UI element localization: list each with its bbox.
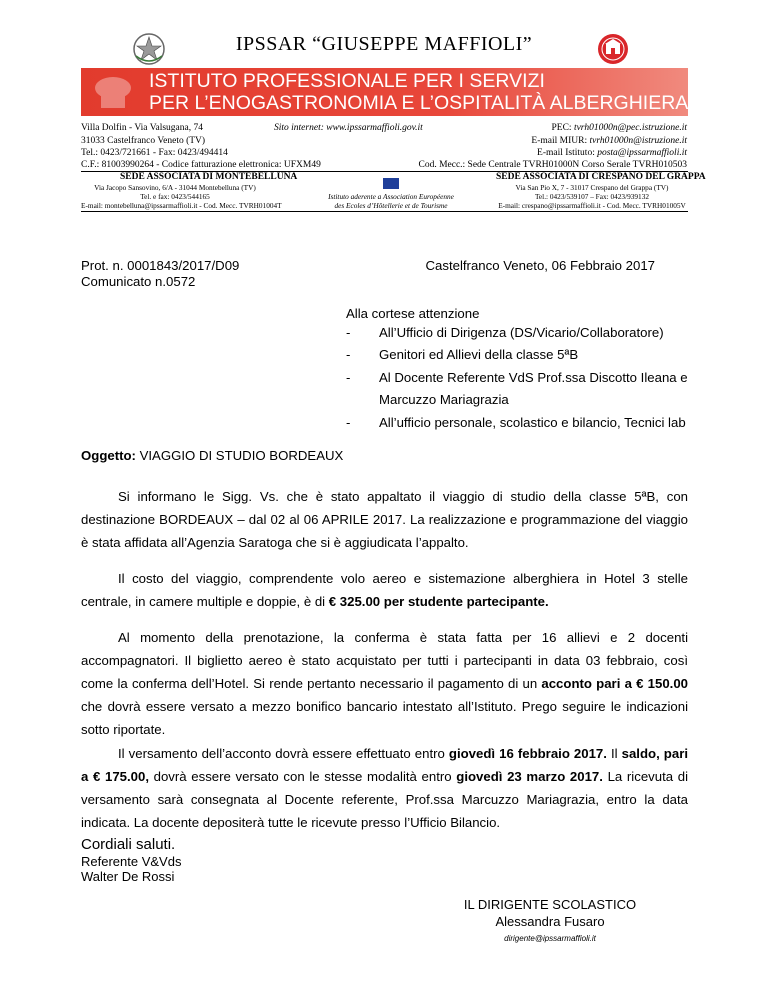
paragraph-1: Si informano le Sigg. Vs. che è stato appaltato il viaggio di studio della classe 5ªB, con destinazione BORDEAUX – dal 02 al 06 APRILE 2017. La realizzazione e programmazione del viaggio è stata affidata all’Agenzia Saratoga che si è aggiudicata l’appalto.	[81, 489, 688, 550]
address-line-1: Villa Dolfin - Via Valsugana, 74	[81, 123, 203, 133]
paragraph-2: Il costo del viaggio, comprendente volo aereo e sistemazione alberghiera in Hotel 3 stelle centrale, in camere multiple e doppie, è di € 325.00 per studente partecipante.	[81, 571, 688, 609]
bullet-dash: -	[346, 370, 351, 385]
sede-left-email: E-mail: montebelluna@ipssarmaffioli.it - Cod. Mecc. TVRH01004T	[81, 201, 282, 210]
school-logo-icon	[596, 32, 630, 66]
paragraph-3: Al momento della prenotazione, la conferma è stata fatta per 16 allievi e 2 docenti accompagnatori. Il biglietto aereo è stato acquistato per tutti i partecipanti in data 03 febbraio, così come la conferma dell’Hotel. Si rende pertanto necessario il pagamento di un acconto pari a € 150.00 che dovrà essere versato a mezzo bonifico bancario intestato all’Istituto. Prego seguire le indicazioni sotto riportate.	[81, 630, 689, 737]
website: Sito internet: www.ipssarmaffioli.gov.it	[274, 123, 423, 133]
recipient-item: Marcuzzo Mariagrazia	[379, 392, 509, 407]
director-name: Alessandra Fusaro	[495, 914, 605, 929]
bullet-dash: -	[346, 347, 351, 362]
website-link[interactable]: www.ipssarmaffioli.gov.it	[326, 123, 423, 133]
banner-line-1: ISTITUTO PROFESSIONALE PER I SERVIZI	[149, 70, 545, 92]
miur-link[interactable]: tvrh01000n@istruzione.it	[589, 136, 687, 146]
sede-left-title: SEDE ASSOCIATA DI MONTEBELLUNA	[120, 172, 298, 182]
bullet-dash: -	[346, 325, 351, 340]
sede-left-address: Via Jacopo Sansovino, 6/A - 31044 Montebelluna (TV)	[94, 183, 256, 192]
school-title: IPSSAR “GIUSEPPE MAFFIOLI”	[235, 33, 533, 55]
recipient-item: Al Docente Referente VdS Prof.ssa Discotto Ileana e	[379, 370, 688, 385]
subject-line: Oggetto: VIAGGIO DI STUDIO BORDEAUX	[81, 448, 344, 463]
attention-line: Alla cortese attenzione	[346, 306, 480, 321]
association-line-1: Istituto aderente a Association Européenne	[328, 192, 454, 201]
referent-role: Referente V&Vds	[81, 854, 182, 869]
mecc-code: Cod. Mecc.: Sede Centrale TVRH01000N Corso Serale TVRH010503	[418, 160, 687, 170]
institute-email-link[interactable]: posta@ipssarmaffioli.it	[597, 148, 687, 158]
header-bottom-divider	[81, 211, 688, 212]
address-line-3: Tel.: 0423/721661 - Fax: 0423/494414	[81, 148, 228, 158]
recipient-item: All’ufficio personale, scolastico e bilancio, Tecnici lab	[379, 415, 686, 430]
eu-flag-icon	[383, 178, 399, 189]
pec-email: PEC: tvrh01000n@pec.istruzione.it	[551, 123, 687, 133]
communication-number: Comunicato n.0572	[81, 274, 196, 289]
association-line-2: des Ecoles d’Hôtellerie et de Tourisme	[334, 201, 448, 210]
referent-name: Walter De Rossi	[81, 869, 175, 884]
miur-email: E-mail MIUR: tvrh01000n@istruzione.it	[531, 136, 687, 146]
pec-link[interactable]: tvrh01000n@pec.istruzione.it	[573, 123, 687, 133]
sede-left-phone: Tel. e fax: 0423/544165	[140, 192, 210, 201]
sede-right-title: SEDE ASSOCIATA DI CRESPANO DEL GRAPPA	[496, 172, 706, 182]
recipient-item: All’Ufficio di Dirigenza (DS/Vicario/Collaboratore)	[379, 325, 664, 340]
sede-right-address: Via San Pio X, 7 - 31017 Crespano del Grappa (TV)	[515, 183, 669, 192]
recipient-item: Genitori ed Allievi della classe 5ªB	[379, 347, 579, 362]
institute-email: E-mail Istituto: posta@ipssarmaffioli.it	[537, 148, 687, 158]
sede-right-email: E-mail: crespano@ipssarmaffioli.it - Cod. Mecc. TVRH01005V	[498, 201, 686, 210]
director-email[interactable]: dirigente@ipssarmaffioli.it	[504, 934, 596, 943]
banner-line-2: PER L’ENOGASTRONOMIA E L’OSPITALITÀ ALBERGHIERA	[149, 92, 688, 114]
protocol-number: Prot. n. 0001843/2017/D09	[81, 258, 240, 273]
chef-hat-icon	[91, 74, 135, 112]
place-date: Castelfranco Veneto, 06 Febbraio 2017	[425, 258, 655, 273]
institute-banner	[81, 68, 688, 116]
address-line-2: 31033 Castelfranco Veneto (TV)	[81, 136, 206, 146]
sede-right-phone: Tel.: 0423/539107 – Fax: 0423/939132	[534, 192, 649, 201]
address-line-4: C.F.: 81003990264 - Codice fatturazione elettronica: UFXM49	[81, 160, 321, 170]
director-title: IL DIRIGENTE SCOLASTICO	[463, 897, 637, 912]
greeting: Cordiali saluti.	[81, 836, 176, 853]
paragraph-4: Il versamento dell’acconto dovrà essere effettuato entro giovedì 16 febbraio 2017. Il saldo, pari a € 175.00, dovrà essere versato con le stesse modalità entro giovedì 23 marzo 2017. La ricevuta di versamento sarà consegnata al Docente referente, Prof.ssa Marcuzzo Mariagrazia, entro la data indicata. La docente depositerà tutte le ricevute presso l’Ufficio Bilancio.	[81, 746, 688, 830]
bullet-dash: -	[346, 415, 351, 430]
